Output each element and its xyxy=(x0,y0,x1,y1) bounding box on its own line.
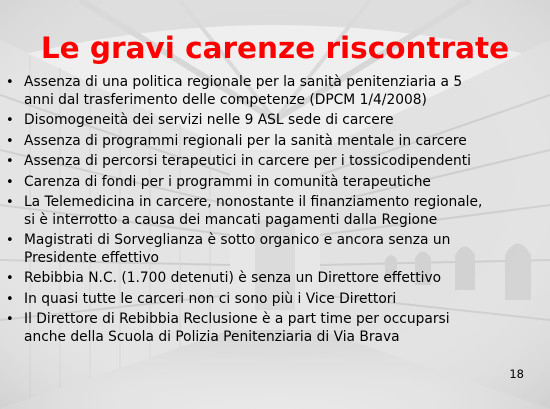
bullet-line: Magistrati di Sorveglianza è sotto organico e ancora senza un xyxy=(24,232,451,248)
bullet-icon: • xyxy=(6,154,14,169)
bullet-item xyxy=(0,270,550,288)
bullet-line: Assenza di una politica regionale per la sanità penitenziaria a 5 xyxy=(24,74,463,90)
bullet-item xyxy=(0,153,550,171)
bullet-line: Assenza di programmi regionali per la sanità mentale in carcere xyxy=(24,132,467,149)
bullet-item xyxy=(0,311,550,346)
bullet-icon: • xyxy=(6,133,14,149)
bullet-line: Disomogeneità dei servizi nelle 9 ASL sede di carcere xyxy=(24,112,394,128)
bullet-item xyxy=(0,232,550,267)
bullet-icon: • xyxy=(6,233,14,248)
bullet-line: Assenza di percorsi terapeutici in carcere per i tossicodipendenti xyxy=(24,153,472,169)
bullet-line: Il Direttore di Rebibbia Reclusione è a part time per occuparsi xyxy=(24,311,450,327)
bullet-item xyxy=(0,74,550,109)
bullet-line: La Telemedicina in carcere, nonostante il finanziamento regionale, xyxy=(24,194,483,210)
bullet-line: Rebibbia N.C. (1.700 detenuti) è senza un Direttore effettivo xyxy=(24,270,442,286)
bullet-item xyxy=(0,291,550,309)
bullet-icon: • xyxy=(6,271,14,286)
bullet-item xyxy=(0,133,550,151)
bullet-icon: • xyxy=(6,312,14,327)
bullet-line: anche della Scuola di Polizia Penitenziaria di Via Brava xyxy=(24,328,400,345)
bullet-item xyxy=(0,174,550,192)
bullet-icon: • xyxy=(6,75,14,90)
bullet-line: si è interrotto a causa dei mancati pagamenti dalla Regione xyxy=(24,211,438,228)
bullet-line: Carenza di fondi per i programmi in comunità terapeutiche xyxy=(24,173,431,190)
bullet-icon: • xyxy=(6,195,14,210)
bullet-icon: • xyxy=(6,291,14,307)
bullet-list xyxy=(0,74,550,349)
bullet-item xyxy=(0,194,550,229)
bullet-line: Presidente effettivo xyxy=(24,249,159,266)
bullet-icon: • xyxy=(6,113,14,128)
bullet-icon: • xyxy=(6,174,14,190)
page-number: 18 xyxy=(509,367,524,381)
bullet-line: anni dal trasferimento delle competenze (DPCM 1/4/2008) xyxy=(24,91,427,108)
slide-title: Le gravi carenze riscontrate xyxy=(40,31,510,65)
bullet-item xyxy=(0,112,550,130)
bullet-line: In quasi tutte le carceri non ci sono più i Vice Direttori xyxy=(24,290,397,307)
